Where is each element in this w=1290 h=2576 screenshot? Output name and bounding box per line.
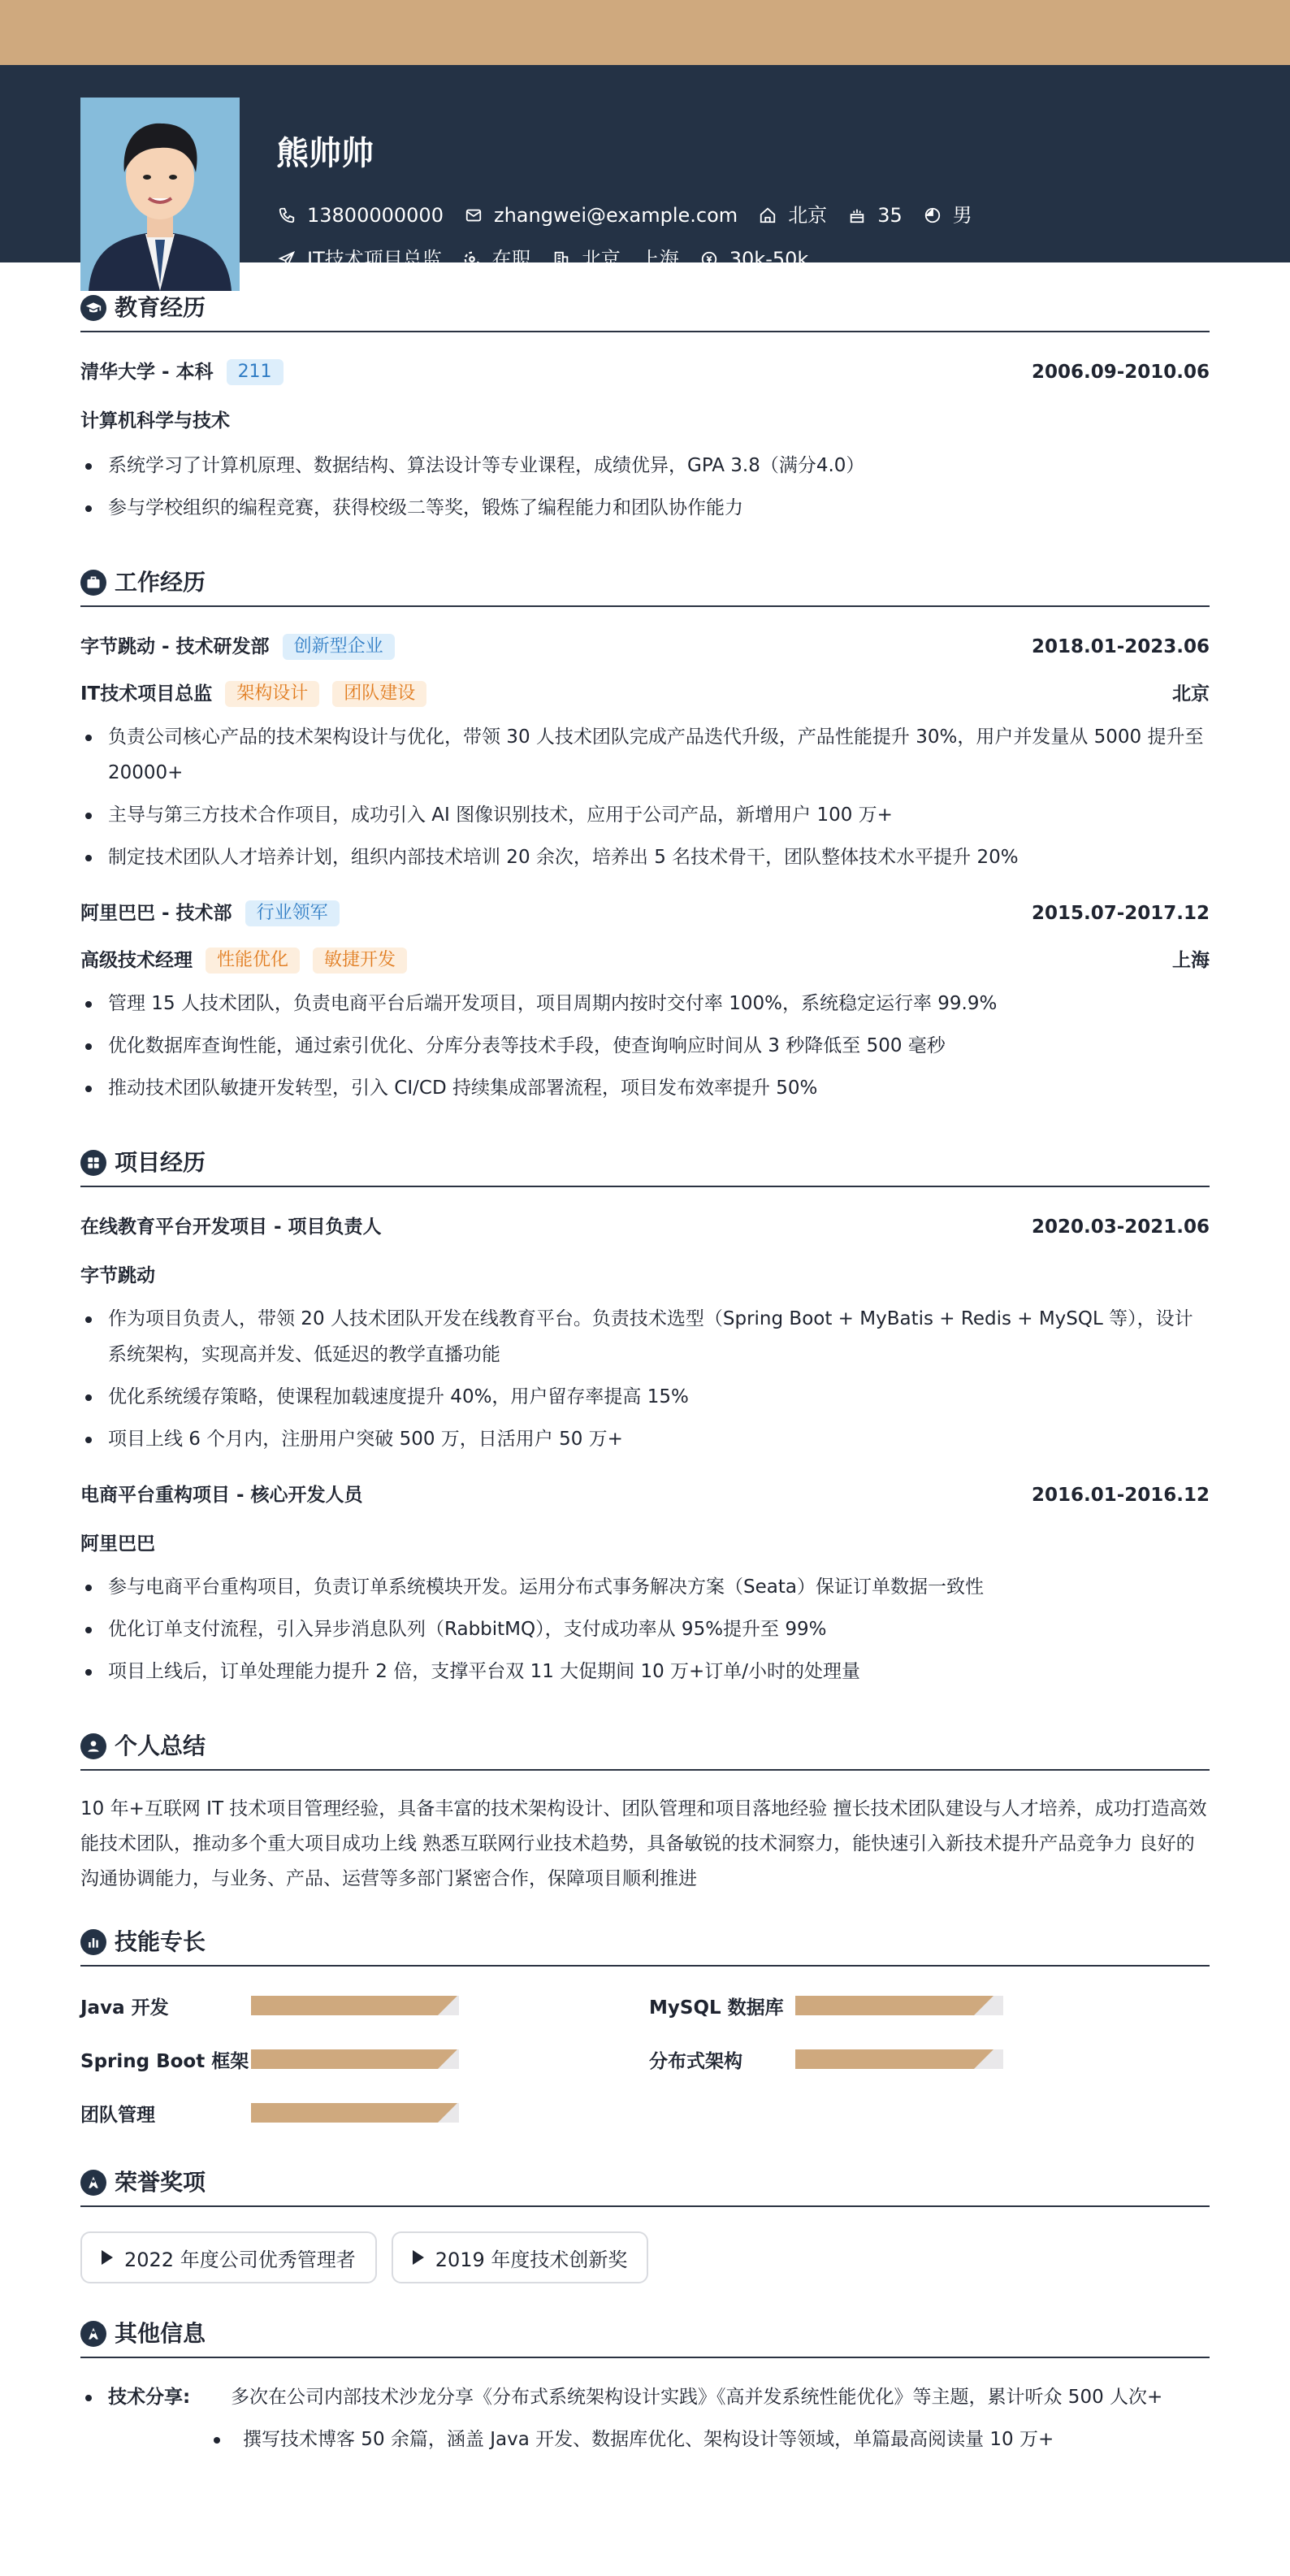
profile-header — [0, 65, 1290, 271]
major: 计算机科学与技术 — [80, 410, 230, 432]
list-item: 参与电商平台重构项目，负责订单系统模块开发。运用分布式事务解决方案（Seata）保证订单数据一致性 — [80, 1569, 1210, 1605]
section-header — [80, 568, 1210, 607]
award-item — [392, 2231, 649, 2283]
section-header — [80, 2168, 1210, 2207]
role-tag: 团队建设 — [332, 681, 426, 707]
skill-bar — [795, 2049, 1003, 2069]
work-section — [80, 568, 1210, 1106]
status-text: 在职 — [491, 248, 531, 271]
section-header — [80, 1148, 1210, 1187]
age-text: 35 — [877, 204, 903, 227]
email-text: zhangwei@example.com — [493, 204, 738, 227]
skill-bar-fill — [251, 2103, 438, 2123]
user-icon — [80, 1733, 106, 1759]
skill-name: 团队管理 — [80, 2104, 155, 2126]
project-bullets — [80, 1569, 1210, 1689]
project-company: 字节跳动 — [80, 1265, 155, 1286]
skill-item — [80, 2045, 649, 2074]
work-location: 北京 — [1172, 683, 1210, 705]
home-icon — [757, 205, 778, 226]
company-name: 阿里巴巴 - 技术部 — [80, 903, 232, 924]
email-info — [463, 202, 738, 229]
list-item: 管理 15 人技术团队，负责电商平台后端开发项目，项目周期内按时交付率 100%，系统稳定运行率 99.9% — [80, 986, 1210, 1021]
skill-bar — [251, 2049, 459, 2069]
cake-icon — [846, 205, 868, 226]
role-name: 高级技术经理 — [80, 950, 193, 971]
section-title: 个人总结 — [115, 1733, 206, 1759]
salary-text: 30k-50k — [729, 248, 809, 271]
work-bullets — [80, 719, 1210, 875]
list-item: 作为项目负责人，带领 20 人技术团队开发在线教育平台。负责技术选型（Spring Boot + MyBatis + Redis + MySQL 等），设计系统架构，实现高并发、低延迟的教学直播功能 — [80, 1301, 1210, 1373]
skills-section — [80, 1928, 1210, 2127]
contact-row — [276, 202, 992, 229]
grid-icon — [80, 1150, 106, 1176]
phone-icon — [276, 205, 297, 226]
skill-item — [80, 2098, 649, 2127]
city-info — [757, 202, 827, 229]
award-text: 2022 年度公司优秀管理者 — [124, 2248, 356, 2271]
award-icon — [80, 2170, 106, 2196]
section-header — [80, 293, 1210, 332]
section-title: 其他信息 — [115, 2320, 206, 2347]
projects-section — [80, 1148, 1210, 1689]
work-bullets — [80, 986, 1210, 1106]
other-section — [80, 2319, 1210, 2457]
skill-name: MySQL 数据库 — [649, 1997, 784, 2019]
list-item: 项目上线后，订单处理能力提升 2 倍，支撑平台双 11 大促期间 10 万+订单/小时的处理量 — [80, 1654, 1210, 1689]
section-title: 技能专长 — [115, 1928, 206, 1955]
project-date: 2016.01-2016.12 — [1031, 1485, 1210, 1506]
top-accent-bar — [0, 0, 1290, 65]
other-line: 撰写技术博客 50 余篇，涵盖 Java 开发、数据库优化、架构设计等领域，单篇最高阅读量 10 万+ — [243, 2429, 1054, 2450]
target-city-text: 北京、上海 — [581, 248, 679, 271]
skill-item — [80, 1991, 649, 2020]
section-header — [80, 1732, 1210, 1771]
skill-bar — [251, 2103, 459, 2123]
section-header — [80, 1928, 1210, 1967]
skill-name: Spring Boot 框架 — [80, 2050, 249, 2072]
skill-item — [649, 1991, 1210, 2020]
list-item: 制定技术团队人才培养计划，组织内部技术培训 20 余次，培养出 5 名技术骨干，团队整体技术水平提升 20% — [80, 839, 1210, 875]
award-item — [80, 2231, 377, 2283]
project-company: 阿里巴巴 — [80, 1533, 155, 1555]
list-item: 优化数据库查询性能，通过索引优化、分库分表等技术手段，使查询响应时间从 3 秒降低至 500 毫秒 — [80, 1028, 1210, 1064]
summary-section — [80, 1732, 1210, 1897]
work-item — [80, 900, 1210, 1106]
list-item: 优化系统缓存策略，使课程加载速度提升 40%，用户留存率提高 15% — [80, 1379, 1210, 1415]
work-date: 2015.07-2017.12 — [1031, 903, 1210, 924]
gender-icon — [922, 205, 943, 226]
other-item — [80, 2379, 1210, 2415]
skill-bar-fill — [251, 1996, 438, 2015]
city-text: 北京 — [788, 204, 828, 227]
list-item: 负责公司核心产品的技术架构设计与优化，带领 30 人技术团队完成产品迭代升级，产品性能提升 30%，用户并发量从 5000 提升至 20000+ — [80, 719, 1210, 791]
company-tag: 创新型企业 — [283, 634, 395, 660]
briefcase-icon — [80, 570, 106, 596]
project-bullets — [80, 1301, 1210, 1457]
skill-bar — [251, 1996, 459, 2015]
summary-text: 10 年+互联网 IT 技术项目管理经验，具备丰富的技术架构设计、团队管理和项目落地经验 擅长技术团队建设与人才培养，成功打造高效能技术团队，推动多个重大项目成功上线 熟悉互联网行业技术趋势，具备敏锐的技术洞察力，能快速引入新技术提升产品竞争力 良好的沟通协调能力，与业务、产品、运营等多部门紧密合作，保障项目顺利推进 — [80, 1798, 1207, 1889]
role-name: IT技术项目总监 — [80, 683, 213, 705]
phone-text: 13800000000 — [307, 204, 444, 227]
play-icon — [413, 2250, 424, 2265]
skill-item — [649, 2045, 1210, 2074]
project-name: 在线教育平台开发项目 - 项目负责人 — [80, 1216, 382, 1238]
other-line: 多次在公司内部技术沙龙分享《分布式系统架构设计实践》《高并发系统性能优化》等主题，累计听众 500 人次+ — [231, 2387, 1163, 2408]
section-title: 工作经历 — [115, 569, 206, 596]
mail-icon — [463, 205, 484, 226]
section-title: 荣誉奖项 — [115, 2169, 206, 2196]
chart-icon — [80, 1929, 106, 1955]
other-line-item — [202, 2422, 1210, 2457]
section-title: 项目经历 — [115, 1149, 206, 1176]
job-title-text: IT技术项目总监 — [307, 248, 442, 271]
project-name: 电商平台重构项目 - 核心开发人员 — [80, 1485, 363, 1506]
list-item: 项目上线 6 个月内，注册用户突破 500 万，日活用户 50 万+ — [80, 1421, 1210, 1457]
section-title: 教育经历 — [115, 294, 206, 321]
list-item: 主导与第三方技术合作项目，成功引入 AI 图像识别技术，应用于公司产品，新增用户 100 万+ — [80, 797, 1210, 833]
skill-name: 分布式架构 — [649, 2050, 742, 2072]
honors-section — [80, 2168, 1210, 2283]
list-item: 优化订单支付流程，引入异步消息队列（RabbitMQ），支付成功率从 95%提升至 99% — [80, 1611, 1210, 1647]
education-date: 2006.09-2010.06 — [1031, 362, 1210, 383]
list-item: 参与学校组织的编程竞赛，获得校级二等奖，锻炼了编程能力和团队协作能力 — [80, 490, 1210, 526]
other-label: 技术分享: — [80, 2379, 231, 2415]
candidate-name: 熊帅帅 — [276, 135, 374, 172]
award-text: 2019 年度技术创新奖 — [435, 2248, 628, 2271]
skills-grid — [80, 1991, 1210, 2127]
gender-info — [922, 202, 972, 229]
project-item — [80, 1481, 1210, 1689]
resume-content — [80, 262, 1210, 2457]
education-bullets — [80, 448, 1210, 526]
skill-bar-fill — [795, 2049, 974, 2069]
graduation-cap-icon — [80, 295, 106, 321]
list-item: 系统学习了计算机原理、数据结构、算法设计等专业课程，成绩优异，GPA 3.8（满分4.0） — [80, 448, 1210, 484]
school-tag: 211 — [227, 359, 284, 385]
work-item — [80, 633, 1210, 875]
list-item: 推动技术团队敏捷开发转型，引入 CI/CD 持续集成部署流程，项目发布效率提升 50% — [80, 1070, 1210, 1106]
company-tag: 行业领军 — [245, 900, 340, 926]
education-section — [80, 293, 1210, 526]
role-tag: 架构设计 — [225, 681, 319, 707]
phone-info — [276, 202, 444, 229]
role-tag: 敏捷开发 — [313, 948, 407, 974]
age-info — [846, 202, 903, 229]
work-location: 上海 — [1172, 950, 1210, 971]
skill-bar-fill — [251, 2049, 438, 2069]
company-name: 字节跳动 - 技术研发部 — [80, 636, 270, 657]
work-date: 2018.01-2023.06 — [1031, 636, 1210, 657]
awards-list — [80, 2231, 1210, 2283]
info-icon — [80, 2321, 106, 2347]
role-tag: 性能优化 — [206, 948, 300, 974]
school-name: 清华大学 - 本科 — [80, 362, 214, 383]
skill-name: Java 开发 — [80, 1997, 169, 2019]
project-date: 2020.03-2021.06 — [1031, 1216, 1210, 1238]
skill-bar-fill — [795, 1996, 974, 2015]
section-header — [80, 2319, 1210, 2358]
play-icon — [102, 2250, 113, 2265]
skill-bar — [795, 1996, 1003, 2015]
education-item — [80, 358, 1210, 526]
gender-text: 男 — [952, 204, 972, 227]
project-item — [80, 1213, 1210, 1457]
